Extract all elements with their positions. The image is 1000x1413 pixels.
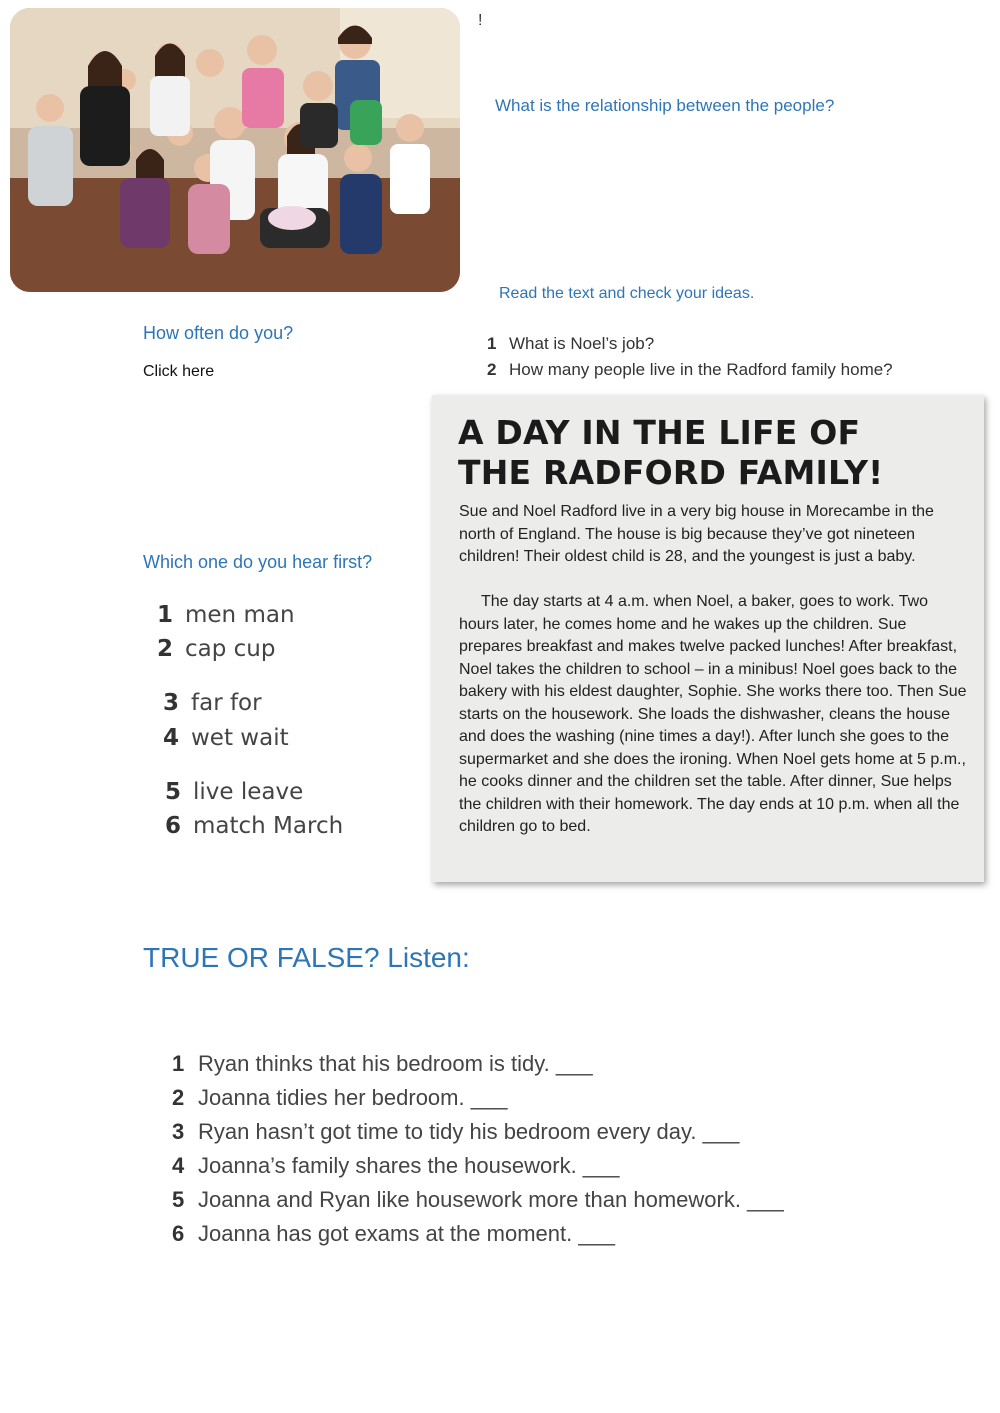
which-first-heading: Which one do you hear first? [143, 552, 373, 572]
reading-question [487, 360, 893, 380]
statement-text: Joanna and Ryan like housework more than homework. ___ [198, 1187, 784, 1212]
statement-text: Joanna’s family shares the housework. ___ [198, 1153, 620, 1178]
minimal-pair [165, 813, 343, 839]
pair-words: men man [185, 602, 295, 628]
pair-words: cap cup [185, 636, 276, 662]
true-false-heading: TRUE OR FALSE? Listen: [143, 942, 470, 973]
statement [172, 1051, 593, 1077]
family-photo [10, 8, 460, 292]
pair-number: 4 [163, 725, 180, 751]
minimal-pair [157, 636, 275, 662]
click-here-link[interactable]: Click here [143, 363, 215, 380]
statement-number: 4 [172, 1153, 185, 1178]
article-paragraph-2: The day starts at 4 a.m. when Noel, a baker, goes to work. Two hours later, he comes home and he wakes up the children. Sue prepares breakfast and makes twelve packed lunches! After breakfast, Noel takes the children to school – in a minibus! Noel goes back to the bakery with his eldest daughter, Sophie. She works there too. Then Sue starts on the housework. She loads the dishwasher, cleans the house and does the washing (nine times a day!). After lunch she goes to the supermarket and she does the ironing. When Noel gets home at 5 p.m., he cooks dinner and the children set the table. After dinner, Sue helps the children with their homework. The day ends at 10 p.m. when all the children go to bed. [459, 593, 967, 835]
question-text: What is Noel’s job? [509, 334, 655, 353]
statement-number: 3 [172, 1119, 185, 1144]
relationship-question: What is the relationship between the people? [495, 96, 835, 115]
statement [172, 1187, 784, 1213]
statement-text: Ryan thinks that his bedroom is tidy. ___ [198, 1051, 593, 1076]
statement [172, 1221, 615, 1247]
article-paragraph-1: Sue and Noel Radford live in a very big house in Morecambe in the north of England. The house is big because they’ve got nineteen children! Their oldest child is 28, and the youngest is just a baby. [459, 503, 934, 565]
pair-number: 2 [157, 636, 174, 662]
statement-text: Ryan hasn’t got time to tidy his bedroom every day. ___ [198, 1119, 740, 1144]
headline-line-1: A DAY IN THE LIFE OF [458, 413, 861, 452]
pair-words: far for [191, 690, 262, 716]
minimal-pair [165, 779, 303, 805]
pair-number: 5 [165, 779, 182, 805]
family-photo-image [10, 8, 460, 292]
reading-question [487, 334, 654, 354]
question-text: How many people live in the Radford family home? [509, 360, 893, 379]
statement-text: Joanna tidies her bedroom. ___ [198, 1085, 508, 1110]
statement-number: 2 [172, 1085, 185, 1110]
minimal-pair [157, 602, 295, 628]
exclamation-mark: ! [478, 12, 483, 29]
pair-number: 6 [165, 813, 182, 839]
minimal-pair [163, 725, 289, 751]
pair-words: live leave [193, 779, 304, 805]
headline-line-2: THE RADFORD FAMILY! [458, 453, 884, 492]
how-often-heading: How often do you? [143, 323, 294, 343]
question-number: 1 [487, 334, 497, 353]
minimal-pair [163, 690, 262, 716]
question-number: 2 [487, 360, 497, 379]
statement-number: 5 [172, 1187, 185, 1212]
pair-words: wet wait [191, 725, 289, 751]
statement [172, 1085, 507, 1111]
read-instruction: Read the text and check your ideas. [499, 285, 755, 302]
pair-words: match March [193, 813, 344, 839]
article-headline [458, 413, 968, 493]
statement-number: 1 [172, 1051, 185, 1076]
statement [172, 1153, 620, 1179]
statement [172, 1119, 739, 1145]
pair-number: 1 [157, 602, 174, 628]
article-card [432, 395, 984, 882]
statement-number: 6 [172, 1221, 185, 1246]
statement-text: Joanna has got exams at the moment. ___ [198, 1221, 616, 1246]
pair-number: 3 [163, 690, 180, 716]
